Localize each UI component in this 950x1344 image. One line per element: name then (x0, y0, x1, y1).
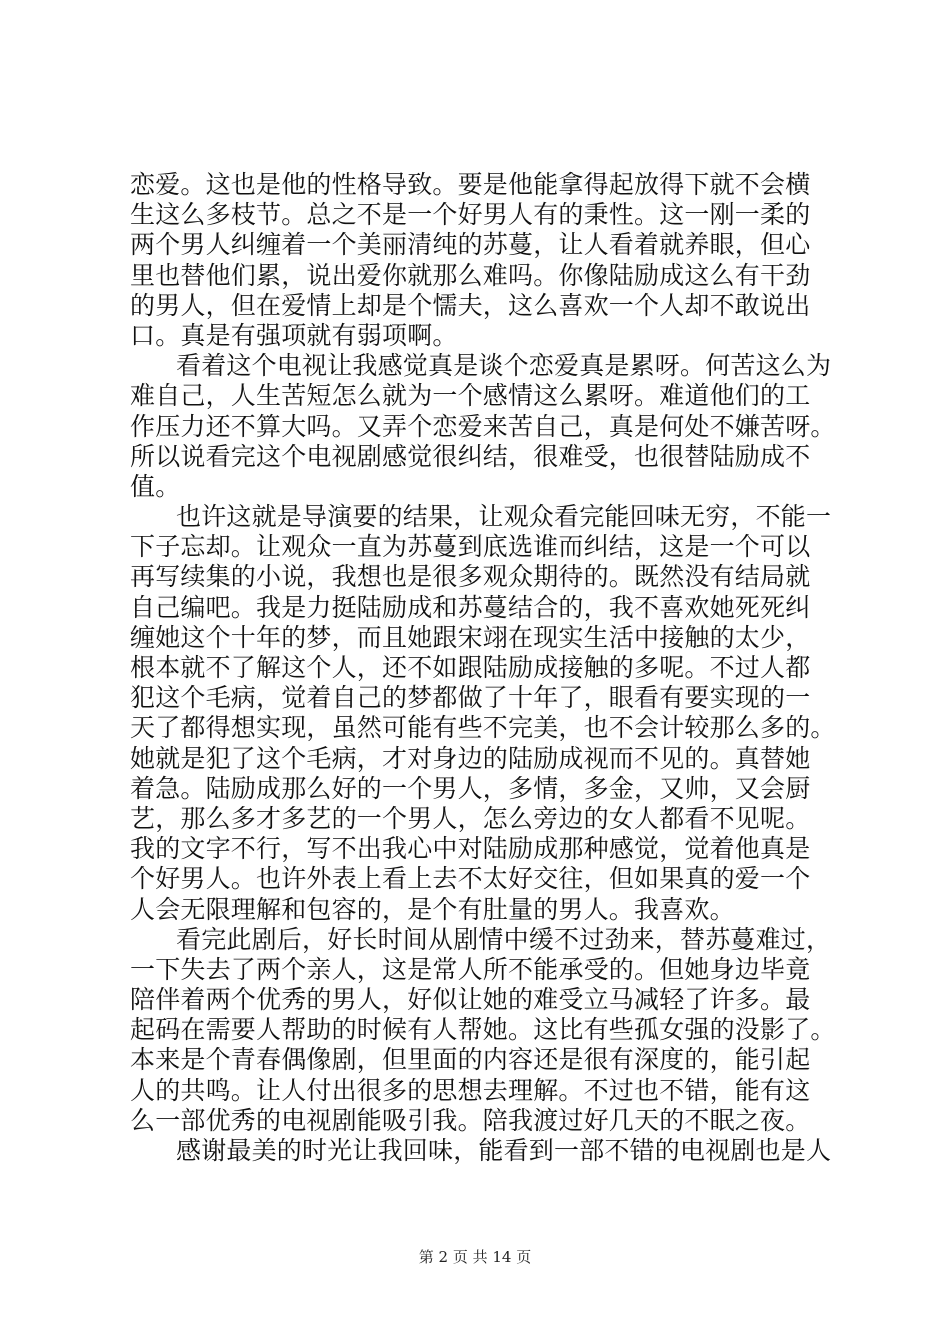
text-line: 缠她这个十年的梦，而且她跟宋翊在现实生活中接触的太少， (130, 622, 811, 652)
text-line: 再写续集的小说，我想也是很多观众期待的。既然没有结局就 (130, 562, 811, 592)
text-line: 人会无限理解和包容的，是个有肚量的男人。我喜欢。 (130, 894, 735, 924)
text-line: 口。真是有强项就有弱项啊。 (130, 320, 458, 350)
text-line: 个好男人。也许外表上看上去不太好交往，但如果真的爱一个 (130, 864, 811, 894)
text-line: 艺，那么多才多艺的一个男人，怎么旁边的女人都看不见呢。 (130, 803, 811, 833)
text-line: 感谢最美的时光让我回味，能看到一部不错的电视剧也是人 (176, 1136, 832, 1165)
text-line: 么一部优秀的电视剧能吸引我。陪我渡过好几天的不眠之夜。 (130, 1105, 811, 1135)
text-line: 起码在需要人帮助的时候有人帮她。这比有些孤女强的没影了。 (130, 1015, 836, 1045)
document-body (130, 170, 840, 1166)
text-line: 我的文字不行，写不出我心中对陆励成那种感觉，觉着他真是 (130, 834, 811, 864)
text-line: 两个男人纠缠着一个美丽清纯的苏蔓，让人看着就养眼，但心 (130, 230, 811, 260)
text-line: 难自己，人生苦短怎么就为一个感情这么累呀。难道他们的工 (130, 381, 811, 411)
text-line: 看完此剧后，好长时间从剧情中缓不过劲来，替苏蔓难过， (176, 924, 832, 954)
text-line: 根本就不了解这个人，还不如跟陆励成接触的多呢。不过人都 (130, 653, 811, 682)
text-line: 下子忘却。让观众一直为苏蔓到底选谁而纠结，这是一个可以 (130, 532, 811, 562)
text-line: 她就是犯了这个毛病，才对身边的陆励成视而不见的。真替她 (130, 743, 811, 773)
text-line: 陪伴着两个优秀的男人，好似让她的难受立马减轻了许多。最 (130, 985, 811, 1015)
text-line: 所以说看完这个电视剧感觉很纠结，很难受，也很替陆励成不 (130, 441, 811, 471)
text-line: 犯这个毛病，觉着自己的梦都做了十年了，眼看有要实现的一 (130, 683, 811, 713)
text-line: 的男人，但在爱情上却是个懦夫，这么喜欢一个人却不敢说出 (130, 290, 811, 320)
text-line: 自己编吧。我是力挺陆励成和苏蔓结合的，我不喜欢她死死纠 (130, 592, 811, 622)
text-line: 作压力还不算大吗。又弄个恋爱来苦自己，真是何处不嫌苦呀。 (130, 411, 836, 441)
text-line: 人的共鸣。让人付出很多的思想去理解。不过也不错，能有这 (130, 1075, 811, 1105)
text-line: 一下失去了两个亲人，这是常人所不能承受的。但她身边毕竟 (130, 954, 811, 984)
text-line: 里也替他们累，说出爱你就那么难吗。你像陆励成这么有干劲 (130, 260, 811, 290)
page-footer: 第 2 页 共 14 页 (418, 1248, 532, 1266)
text-line: 值。 (130, 471, 181, 501)
text-line: 也许这就是导演要的结果，让观众看完能回味无穷，不能一 (176, 502, 832, 532)
text-line: 生这么多枝节。总之不是一个好男人有的秉性。这一刚一柔的 (130, 200, 811, 230)
text-line: 着急。陆励成那么好的一个男人，多情，多金，又帅，又会厨 (130, 773, 811, 803)
text-line: 恋爱。这也是他的性格导致。要是他能拿得起放得下就不会横 (130, 170, 811, 199)
text-line: 天了都得想实现，虽然可能有些不完美，也不会计较那么多的。 (130, 713, 836, 743)
text-line: 看着这个电视让我感觉真是谈个恋爱真是累呀。何苦这么为 (176, 351, 832, 381)
text-line: 本来是个青春偶像剧，但里面的内容还是很有深度的，能引起 (130, 1045, 811, 1075)
